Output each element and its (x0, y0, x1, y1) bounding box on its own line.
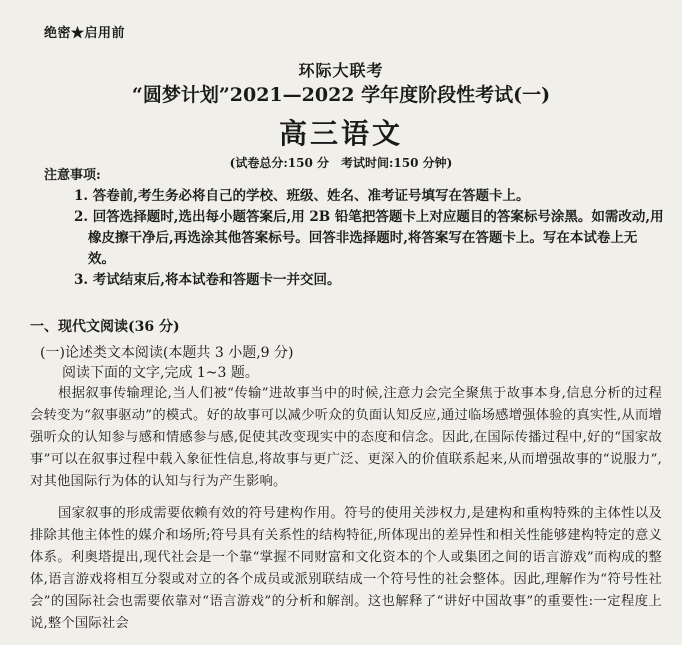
exam-title: “圆梦计划”2021—2022 学年度阶段性考试(一) (131, 84, 551, 106)
notice-item-3: 3. 考试结束后,将本试卷和答题卡一并交回。 (74, 272, 341, 288)
notice-item-2: 2. 回答选择题时,选出每小题答案后,用 2B 铅笔把答题卡上对应题目的答案标号涂黑。如需改动,用橡皮擦干净后,再选涂其他答案标号。回答非选择题时,将答案写在答题卡上。写在本试卷上无效。 (74, 209, 664, 267)
subject-title: 高三语文 (278, 117, 403, 150)
reading-instruction: 阅读下面的文字,完成 1~3 题。 (62, 365, 259, 381)
notice-item-1: 1. 答卷前,考生务必将自己的学校、班级、姓名、准考证号填写在答题卡上。 (74, 188, 530, 204)
confidential-mark: 绝密★启用前 (44, 26, 126, 41)
passage-paragraph-1: 根据叙事传输理论,当人们被“传输”进故事当中的时候,注意力会完全聚焦于故事本身,信息分析的过程会转变为“叙事驱动”的模式。好的故事可以减少听众的负面认知反应,通过临场感增强体验的真实性,从而增强听众的认知参与感和情感参与感,促使其改变现实中的态度和信念。因此,在国际传播过程中,好的“国家故事”可以在叙事过程中载入象征性信息,将故事与更广泛、更深入的价值联系起来,从而增强故事的“说服力”,对其他国际行为体的认知与行为产生影响。 (30, 386, 662, 489)
reading-passage (30, 383, 662, 645)
notice-title: 注意事项: (44, 168, 101, 183)
score-time-info: (试卷总分:150 分 考试时间:150 分钟) (229, 156, 453, 170)
subsection-heading: (一)论述类文本阅读(本题共 3 小题,9 分) (40, 345, 294, 361)
exam-organization: 环际大联考 (298, 61, 384, 80)
passage-paragraph-2: 国家叙事的形成需要依赖有效的符号建构作用。符号的使用关涉权力,是建构和重构特殊的主体性以及排除其他主体性的媒介和场所;符号具有关系性的结构特征,所体现出的差异性和相关性能够建构特定的意义体系。利奥塔提出,现代社会是一个靠“掌握不同财富和文化资本的个人或集团之间的语言游戏”而构成的整体,语言游戏将相互分裂或对立的各个成员或派别联结成一个符号性的社会整体。因此,理解作为“符号性社会”的国际社会也需要依靠对“语言游戏”的分析和解剖。这也解释了“讲好中国故事”的重要性:一定程度上说,整个国际社会 (30, 506, 662, 631)
notice-list (74, 186, 664, 291)
section-heading: 一、现代文阅读(36 分) (30, 319, 180, 335)
